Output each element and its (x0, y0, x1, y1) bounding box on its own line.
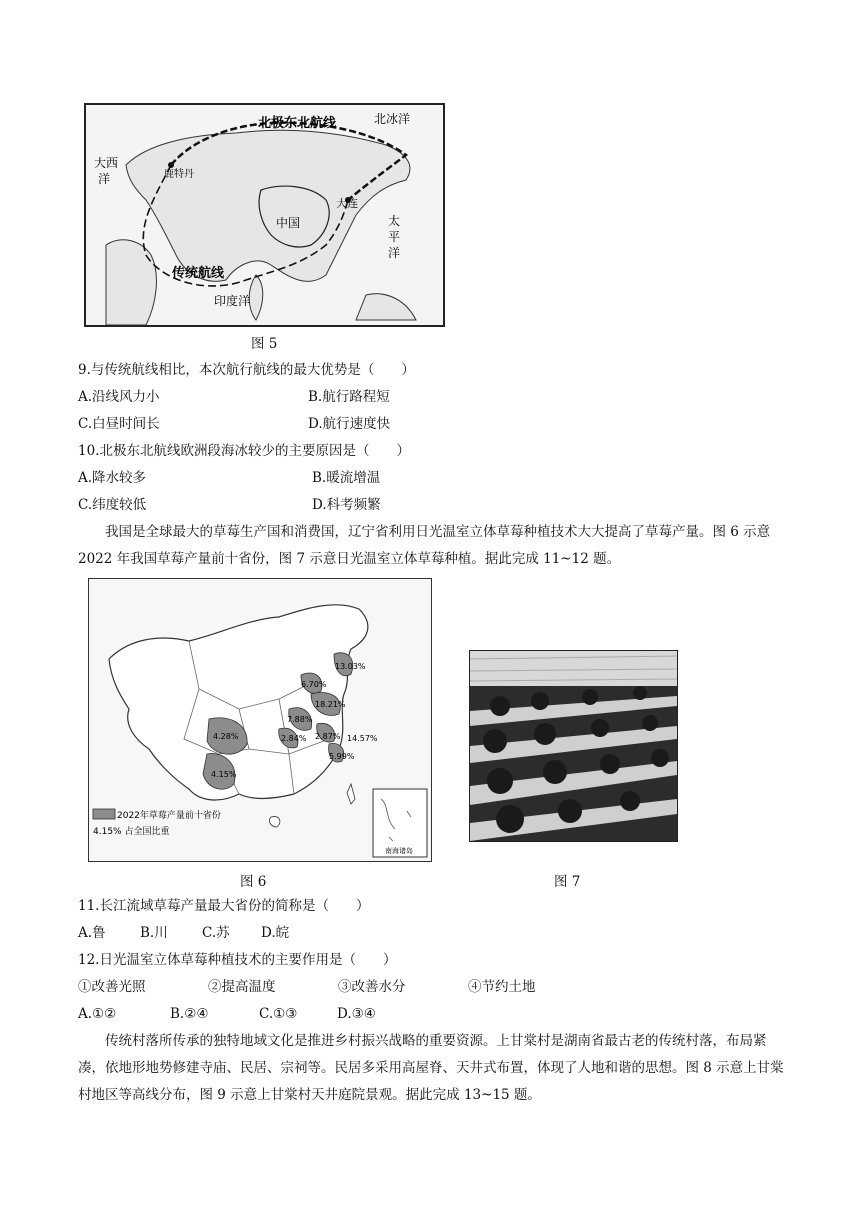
q12-item-2: ②提高温度 (208, 979, 276, 995)
q12-option-a[interactable]: A.①② (78, 1006, 117, 1022)
q9-option-a[interactable]: A.沿线风力小 (78, 389, 160, 405)
route-map-graphic (86, 105, 443, 325)
value-zhejiang: 5.99% (329, 752, 355, 761)
q10-option-c[interactable]: C.纬度较低 (78, 497, 147, 513)
q9-option-b[interactable]: B.航行路程短 (308, 389, 390, 405)
q11-option-b[interactable]: B.川 (140, 925, 168, 941)
q10-option-a[interactable]: A.降水较多 (78, 470, 147, 486)
legend-note: 4.15% 占全国比重 (93, 827, 170, 837)
value-hubei: 2.84% (281, 734, 307, 743)
q11-stem: 11.长江流域草莓产量最大省份的简称是（ ） (78, 898, 370, 914)
strawberry-map-graphic (89, 579, 431, 861)
figure-7-caption: 图 7 (554, 874, 581, 890)
q11-option-c[interactable]: C.苏 (202, 925, 230, 941)
value-yunnan: 4.15% (211, 770, 237, 779)
value-sichuan-north: 4.28% (213, 732, 239, 741)
q12-item-3: ③改善水分 (338, 979, 406, 995)
legend-swatch (93, 809, 115, 819)
label-atlantic-2: 洋 (98, 172, 111, 186)
q9-option-c[interactable]: C.白昼时间长 (78, 416, 160, 432)
figure-5-map (84, 103, 445, 327)
label-arctic-ocean: 北冰洋 (374, 112, 411, 126)
label-pacific-2: 平 (388, 230, 401, 244)
q12-item-1: ①改善光照 (78, 979, 146, 995)
figure-5-caption: 图 5 (251, 336, 278, 352)
q10-stem: 10.北极东北航线欧洲段海冰较少的主要原因是（ ） (78, 443, 410, 459)
label-traditional-route: 传统航线 (172, 266, 225, 281)
inset-label: 南海诸岛 (385, 847, 413, 855)
intro-paragraph-strawberry: 我国是全球最大的草莓生产国和消费国，辽宁省利用日光温室立体草莓种植技术大大提高了草莓产量。图 6 示意 2022 年我国草莓产量前十省份，图 7 示意日光温室立体草莓种植。据此完成 11~12 题。 (78, 524, 771, 567)
label-ne-route: 北极东北航线 (258, 116, 337, 131)
label-pacific-1: 太 (388, 214, 401, 228)
q10-option-b[interactable]: B.暖流增温 (312, 470, 381, 486)
q12-option-c[interactable]: C.①③ (259, 1006, 298, 1022)
label-indian-ocean: 印度洋 (214, 294, 251, 308)
value-hebei: 6.70% (301, 680, 327, 689)
q9-stem: 9.与传统航线相比，本次航行航线的最大优势是（ ） (78, 362, 415, 378)
label-pacific-3: 洋 (388, 246, 401, 260)
legend-title: 2022年草莓产量前十省份 (117, 811, 221, 821)
value-shandong: 18.21% (315, 700, 346, 709)
figure-6-map (88, 578, 432, 862)
q12-item-4: ④节约土地 (468, 979, 536, 995)
value-liaoning: 13.03% (335, 662, 366, 671)
label-atlantic-1: 大西 (94, 156, 119, 170)
q11-option-a[interactable]: A.鲁 (78, 925, 106, 941)
value-jiangsu: 14.57% (347, 734, 378, 743)
q9-option-d[interactable]: D.航行速度快 (308, 416, 391, 432)
q12-stem: 12.日光温室立体草莓种植技术的主要作用是（ ） (78, 952, 397, 968)
figure-6-caption: 图 6 (240, 874, 267, 890)
figure-7-photo (469, 650, 678, 842)
q11-option-d[interactable]: D.皖 (261, 925, 290, 941)
label-rotterdam: 鹿特丹 (164, 169, 194, 180)
value-anhui: 2.87% (315, 732, 341, 741)
intro-paragraph-village: 传统村落所传承的独特地域文化是推进乡村振兴战略的重要资源。上甘棠村是湖南省最古老的传统村落，布局紧凑，依地形地势修建寺庙、民居、宗祠等。民居多采用高屋脊、天井式布置，体现了人地和谐的思想。图 8 示意上甘棠村地区等高线分布，图 9 示意上甘棠村天井庭院景观。据此完成 13~15 题。 (78, 1033, 784, 1103)
label-dalian: 大连 (336, 197, 358, 210)
q12-option-d[interactable]: D.③④ (337, 1006, 376, 1022)
q10-option-d[interactable]: D.科考频繁 (312, 497, 381, 513)
q12-option-b[interactable]: B.②④ (170, 1006, 209, 1022)
label-china: 中国 (276, 216, 301, 230)
value-henan: 7.88% (287, 715, 313, 724)
